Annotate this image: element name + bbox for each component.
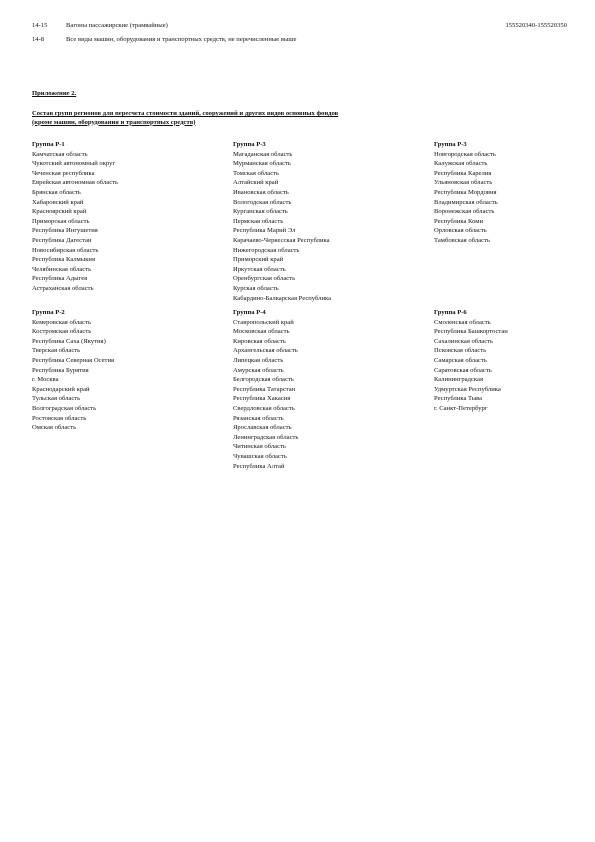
region-item: Липецкая область <box>233 356 284 364</box>
region-item: Архангельская область <box>233 347 298 355</box>
region-item: Иркутская область <box>233 265 286 273</box>
group-heading: Группа Р-4 <box>233 309 266 316</box>
region-item: Вологодская область <box>233 198 292 206</box>
row-code: 14-15 <box>32 22 48 29</box>
region-item: г. Москва <box>32 376 59 384</box>
region-item: Камчатская область <box>32 150 88 158</box>
region-group <box>32 308 192 433</box>
group-heading: Группа Р-1 <box>32 141 65 148</box>
region-item: Оренбургская область <box>233 275 296 283</box>
region-item: Ярославская область <box>233 424 292 432</box>
region-item: Омская область <box>32 424 77 432</box>
region-item: Республика Калмыкия <box>32 256 95 264</box>
region-item: Республика Ингушетия <box>32 227 98 235</box>
region-item: Самарская область <box>434 356 487 364</box>
region-item: Курганская область <box>233 208 288 216</box>
region-item: Чеченская республика <box>32 169 95 177</box>
region-item: Московская область <box>233 328 290 336</box>
region-item: Хабаровский край <box>32 198 84 206</box>
row-code-range: 155520340-155520350 <box>505 22 567 29</box>
region-item: Волгоградская область <box>32 404 97 412</box>
region-list <box>32 150 192 294</box>
row-description: Все виды машин, оборудования и транспортных средств, не перечисленные выше <box>66 36 297 43</box>
region-item: Республика Карелия <box>434 169 492 177</box>
region-item: Костромская область <box>32 328 92 336</box>
appendix-title: Приложение 2. <box>32 90 77 97</box>
appendix-subtitle: Состав групп регионов для пересчета стоимости зданий, сооружений и других видов основных фондов (кроме машин, оборудования и транспортных средств) <box>32 110 339 126</box>
region-item: Брянская область <box>32 188 81 196</box>
row-code: 14-8 <box>32 36 45 43</box>
region-item: г. Санкт-Петербург <box>434 404 488 412</box>
region-group <box>434 140 594 246</box>
region-group <box>233 140 393 303</box>
region-item: Республика Хакасия <box>233 395 291 403</box>
region-item: Новгородская область <box>434 150 496 158</box>
region-item: Псковская область <box>434 347 487 355</box>
region-item: Ивановская область <box>233 188 289 196</box>
region-item: Еврейская автономная область <box>32 179 119 187</box>
region-item: Кабардино-Балкарская Республика <box>233 294 332 302</box>
region-list <box>233 150 393 304</box>
region-list <box>434 318 594 414</box>
region-item: Саратовская область <box>434 366 492 374</box>
region-item: Республика Татарстан <box>233 385 296 393</box>
region-item: Республика Адыгея <box>32 275 88 283</box>
region-item: Тамбовская область <box>434 236 490 244</box>
region-item: Ростовская область <box>32 414 87 422</box>
region-item: Республика Алтай <box>233 462 285 470</box>
region-item: Магаданская область <box>233 150 293 158</box>
region-item: Алтайский край <box>233 179 279 187</box>
region-list <box>32 318 192 433</box>
region-item: Нижегородская область <box>233 246 300 254</box>
region-item: Красноярский край <box>32 208 87 216</box>
region-item: Тверская область <box>32 347 81 355</box>
region-item: Белгородская область <box>233 376 294 384</box>
region-item: Владимирская область <box>434 198 498 206</box>
region-item: Мурманская область <box>233 160 291 168</box>
region-item: Приморская область <box>32 217 90 225</box>
region-item: Читинская область <box>233 443 286 451</box>
region-group <box>434 308 594 414</box>
region-list <box>434 150 594 246</box>
region-group <box>233 308 393 471</box>
region-item: Ставропольский край <box>233 318 294 326</box>
region-item: Республика Дагестан <box>32 236 92 244</box>
region-group <box>32 140 192 294</box>
region-item: Калининградская <box>434 376 483 384</box>
group-heading: Группа Р-3 <box>434 141 467 148</box>
row-description: Вагоны пассажирские (трамвайные) <box>66 22 168 29</box>
region-item: Ульяновская область <box>434 179 493 187</box>
region-item: Астраханская область <box>32 284 94 292</box>
region-item: Краснодарский край <box>32 385 90 393</box>
group-heading: Группа Р-3 <box>233 141 266 148</box>
region-item: Республика Северная Осетия <box>32 356 115 364</box>
region-item: Челябинская область <box>32 265 92 273</box>
region-item: Кировская область <box>233 337 286 345</box>
region-item: Ленинградская область <box>233 433 299 441</box>
region-item: Карачаево-Черкесская Республика <box>233 236 330 244</box>
region-item: Курская область <box>233 284 279 292</box>
region-item: Республика Коми <box>434 217 483 225</box>
region-item: Республика Саха (Якутия) <box>32 337 106 345</box>
region-item: Свердловская область <box>233 404 295 412</box>
group-heading: Группа Р-2 <box>32 309 65 316</box>
region-item: Томская область <box>233 169 280 177</box>
region-item: Орловская область <box>434 227 487 235</box>
region-item: Чувашская область <box>233 452 287 460</box>
region-item: Республика Мордовия <box>434 188 497 196</box>
region-item: Приморский край <box>233 256 284 264</box>
region-item: Амурская область <box>233 366 284 374</box>
region-item: Удмуртская Республика <box>434 385 501 393</box>
region-item: Смоленская область <box>434 318 491 326</box>
region-item: Пермская область <box>233 217 284 225</box>
region-item: Рязанская область <box>233 414 284 422</box>
region-item: Новосибирская область <box>32 246 99 254</box>
region-item: Республика Башкортостан <box>434 328 508 336</box>
region-item: Республика Тыва <box>434 395 483 403</box>
region-item: Чукотский автономный округ <box>32 160 116 168</box>
region-item: Сахалинская область <box>434 337 494 345</box>
region-item: Республика Бурятия <box>32 366 89 374</box>
region-item: Кемеровская область <box>32 318 91 326</box>
group-heading: Группа Р-6 <box>434 309 467 316</box>
region-item: Калужская область <box>434 160 488 168</box>
region-list <box>233 318 393 472</box>
region-item: Воронежская область <box>434 208 495 216</box>
region-item: Тульская область <box>32 395 81 403</box>
region-item: Республика Марий Эл <box>233 227 296 235</box>
